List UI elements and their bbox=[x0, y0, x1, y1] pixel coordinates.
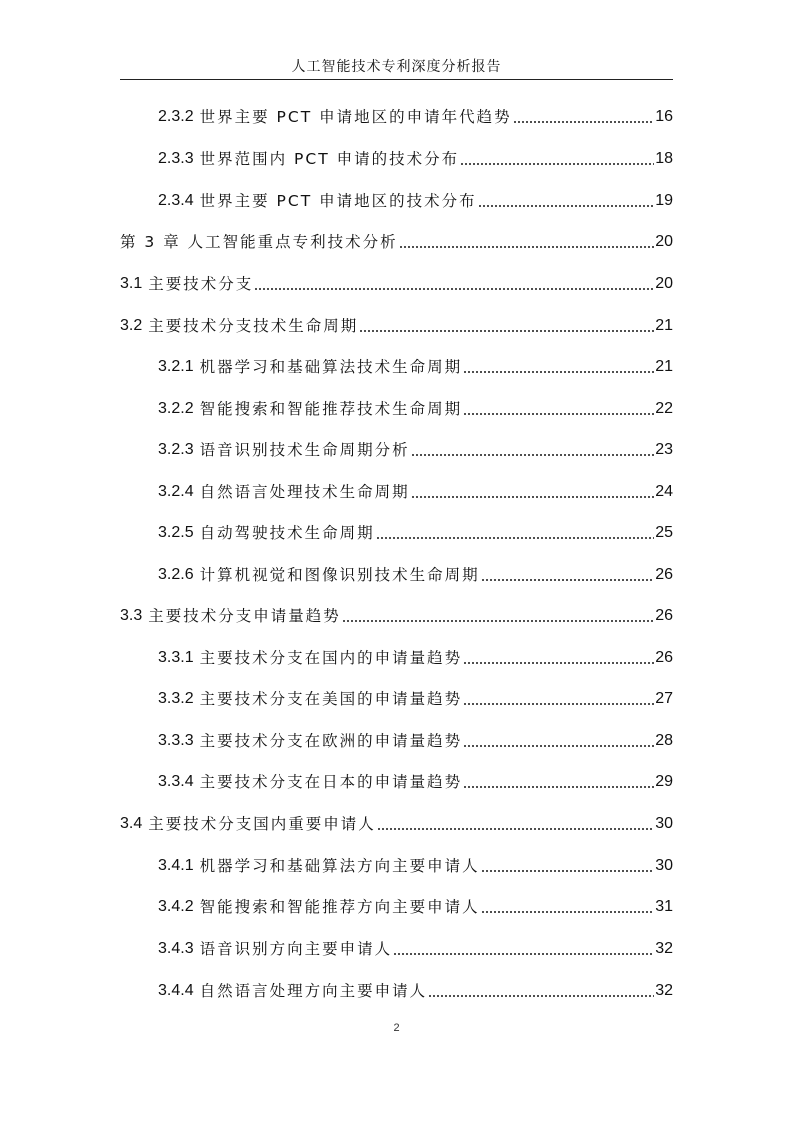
toc-entry-number: 2.3.4 bbox=[158, 192, 194, 209]
dot-leader bbox=[254, 272, 654, 296]
toc-entry-3-2[interactable] bbox=[120, 314, 673, 338]
toc-entry-title: 智能搜索和智能推荐方向主要申请人 bbox=[199, 898, 480, 916]
toc-entry-3-3-2[interactable] bbox=[158, 687, 673, 711]
toc-entry-number: 3.4.1 bbox=[158, 857, 194, 874]
toc-entry-page: 26 bbox=[655, 649, 673, 666]
toc-entry-number: 3.1 bbox=[120, 275, 143, 292]
toc-entry-page: 29 bbox=[655, 773, 673, 790]
toc-entry-page: 32 bbox=[655, 940, 673, 957]
toc-entry-3-2-4[interactable] bbox=[158, 480, 673, 504]
toc-entry-3-3-3[interactable] bbox=[158, 729, 673, 753]
toc-entry-title: 自动驾驶技术生命周期 bbox=[199, 524, 375, 542]
toc-entry-2-3-3[interactable] bbox=[158, 147, 673, 171]
toc-entry-page: 16 bbox=[655, 108, 673, 125]
dot-leader bbox=[411, 438, 655, 462]
dot-leader bbox=[481, 563, 655, 587]
dot-leader bbox=[399, 230, 655, 254]
toc-entry-number: 3.2.3 bbox=[158, 441, 194, 458]
toc-entry-title: 语音识别技术生命周期分析 bbox=[199, 441, 410, 459]
toc-entry-3-4-1[interactable] bbox=[158, 854, 673, 878]
dot-leader bbox=[463, 729, 654, 753]
footer-page-number: 2 bbox=[393, 1022, 400, 1034]
toc-entry-page: 23 bbox=[655, 441, 673, 458]
toc-entry-page: 32 bbox=[655, 982, 673, 999]
toc-entry-page: 31 bbox=[655, 898, 673, 915]
toc-entry-3-4-4[interactable] bbox=[158, 979, 673, 1003]
toc-entry-page: 22 bbox=[655, 400, 673, 417]
toc-entry-number: 3.2.1 bbox=[158, 358, 194, 375]
toc-entry-number: 3.3 bbox=[120, 607, 143, 624]
toc-entry-title: 机器学习和基础算法方向主要申请人 bbox=[199, 857, 480, 875]
toc-entry-3-4-3[interactable] bbox=[158, 937, 673, 961]
toc-entry-title: 智能搜索和智能推荐技术生命周期 bbox=[199, 400, 463, 418]
toc-entry-3-3[interactable] bbox=[120, 604, 673, 628]
toc-entry-number: 3.3.4 bbox=[158, 773, 194, 790]
toc-entry-number: 2.3.2 bbox=[158, 108, 194, 125]
toc-entry-3-4[interactable] bbox=[120, 812, 673, 836]
dot-leader bbox=[478, 189, 655, 213]
toc-entry-title: 主要技术分支在日本的申请量趋势 bbox=[199, 773, 463, 791]
toc-entry-page: 21 bbox=[655, 317, 673, 334]
dot-leader bbox=[463, 646, 654, 670]
toc-entry-3-2-3[interactable] bbox=[158, 438, 673, 462]
toc-entry-title: 主要技术分支申请量趋势 bbox=[148, 607, 341, 625]
toc-entry-number: 3.2.5 bbox=[158, 524, 194, 541]
toc-entry-3-2-5[interactable] bbox=[158, 521, 673, 545]
toc-entry-3-3-4[interactable] bbox=[158, 770, 673, 794]
toc-entry-number: 3.2 bbox=[120, 317, 143, 334]
dot-leader bbox=[342, 604, 654, 628]
toc-entry-number: 3.3.3 bbox=[158, 732, 194, 749]
toc-entry-page: 24 bbox=[655, 483, 673, 500]
toc-entry-page: 28 bbox=[655, 732, 673, 749]
toc-entry-3-1[interactable] bbox=[120, 272, 673, 296]
toc-entry-number: 3.4.3 bbox=[158, 940, 194, 957]
toc-entry-title: 自然语言处理技术生命周期 bbox=[199, 483, 410, 501]
toc-entry-3-2-1[interactable] bbox=[158, 355, 673, 379]
dot-leader bbox=[463, 355, 654, 379]
dot-leader bbox=[393, 937, 654, 961]
toc-entry-number: 3.2.2 bbox=[158, 400, 194, 417]
dot-leader bbox=[460, 147, 654, 171]
toc-entry-title: 主要技术分支 bbox=[148, 275, 254, 293]
toc-entry-title: 主要技术分支国内重要申请人 bbox=[148, 815, 376, 833]
toc-entry-page: 18 bbox=[655, 150, 673, 167]
toc-entry-title: 主要技术分支技术生命周期 bbox=[148, 317, 359, 335]
toc-entry-number: 3.4 bbox=[120, 815, 143, 832]
toc-entry-number: 3.2.4 bbox=[158, 483, 194, 500]
toc-entry-page: 30 bbox=[655, 815, 673, 832]
page-header-title: 人工智能技术专利深度分析报告 bbox=[291, 59, 502, 75]
toc-entry-title: 主要技术分支在国内的申请量趋势 bbox=[199, 649, 463, 667]
dot-leader bbox=[359, 314, 654, 338]
toc-entry-page: 19 bbox=[655, 192, 673, 209]
toc-entry-page: 26 bbox=[655, 607, 673, 624]
toc-entry-number: 3.4.4 bbox=[158, 982, 194, 999]
dot-leader bbox=[377, 812, 654, 836]
dot-leader bbox=[411, 480, 655, 504]
toc-entry-3-3-1[interactable] bbox=[158, 646, 673, 670]
toc-entry-2-3-4[interactable] bbox=[158, 189, 673, 213]
dot-leader bbox=[463, 397, 654, 421]
toc-entry-3-2-6[interactable] bbox=[158, 563, 673, 587]
toc-entry-page: 26 bbox=[655, 566, 673, 583]
dot-leader bbox=[428, 979, 654, 1003]
toc-entry-title: 世界主要 PCT 申请地区的技术分布 bbox=[199, 192, 477, 210]
toc-entry-title: 机器学习和基础算法技术生命周期 bbox=[199, 358, 463, 376]
dot-leader bbox=[481, 854, 655, 878]
toc-entry-3-4-2[interactable] bbox=[158, 895, 673, 919]
toc-entry-title: 语音识别方向主要申请人 bbox=[199, 940, 393, 958]
toc-entry-title: 主要技术分支在欧洲的申请量趋势 bbox=[199, 732, 463, 750]
toc-entry-page: 27 bbox=[655, 690, 673, 707]
toc-entry-title: 主要技术分支在美国的申请量趋势 bbox=[199, 690, 463, 708]
toc-entry-title: 世界主要 PCT 申请地区的申请年代趋势 bbox=[199, 108, 512, 126]
toc-entry-title: 自然语言处理方向主要申请人 bbox=[199, 982, 428, 1000]
toc-entry-number: 3.4.2 bbox=[158, 898, 194, 915]
toc-entry-page: 30 bbox=[655, 857, 673, 874]
toc-entry-3-2-2[interactable] bbox=[158, 397, 673, 421]
dot-leader bbox=[481, 895, 655, 919]
toc-entry-number: 3.3.1 bbox=[158, 649, 194, 666]
dot-leader bbox=[376, 521, 655, 545]
toc-entry-title: 计算机视觉和图像识别技术生命周期 bbox=[199, 566, 480, 584]
toc-entry-2-3-2[interactable] bbox=[158, 105, 673, 129]
toc-entry-page: 21 bbox=[655, 358, 673, 375]
dot-leader bbox=[513, 105, 655, 129]
toc-entry-title: 世界范围内 PCT 申请的技术分布 bbox=[199, 150, 460, 168]
toc-entry-number: 3.3.2 bbox=[158, 690, 194, 707]
dot-leader bbox=[463, 687, 654, 711]
toc-entry-page: 25 bbox=[655, 524, 673, 541]
toc-entry-page: 20 bbox=[655, 233, 673, 250]
toc-entry-chapter-3[interactable] bbox=[120, 230, 673, 254]
dot-leader bbox=[463, 770, 654, 794]
toc-entry-number: 3.2.6 bbox=[158, 566, 194, 583]
toc-entry-title: 第 3 章 人工智能重点专利技术分析 bbox=[120, 233, 398, 251]
toc-entry-page: 20 bbox=[655, 275, 673, 292]
toc-entry-number: 2.3.3 bbox=[158, 150, 194, 167]
